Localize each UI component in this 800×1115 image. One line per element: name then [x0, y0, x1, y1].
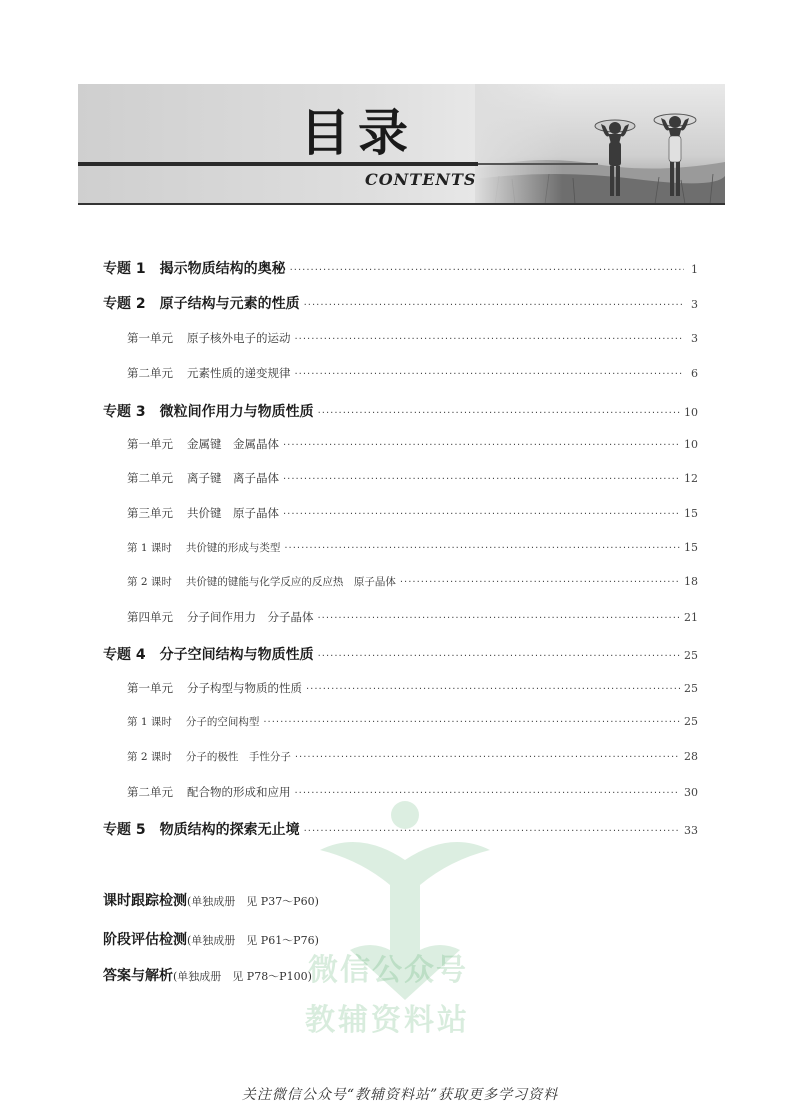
toc-title: 原子核外电子的运动	[187, 331, 291, 345]
toc-title: 物质结构的探索无止境	[159, 822, 300, 838]
title-rule-thin	[478, 163, 598, 165]
toc-page: 30	[684, 786, 698, 799]
leader-dots	[400, 577, 680, 588]
toc-entry[interactable]	[103, 680, 698, 696]
toc-number: 第 2 课时	[127, 576, 172, 588]
toc-page: 10	[684, 438, 698, 451]
leader-dots	[295, 369, 685, 380]
toc-entry[interactable]	[103, 365, 698, 381]
extra-note: (单独成册 见 P78～P100)	[173, 970, 312, 983]
leader-dots	[283, 440, 680, 451]
toc-number: 第一单元	[127, 437, 173, 451]
toc-page: 10	[684, 406, 698, 419]
toc-page: 25	[684, 682, 698, 695]
toc-entry[interactable]	[103, 470, 698, 486]
leader-dots	[306, 684, 680, 695]
extra-title: 阶段评估检测	[103, 932, 187, 948]
toc-entry[interactable]	[103, 574, 698, 589]
leader-dots	[283, 474, 680, 485]
title-rule	[78, 162, 478, 166]
toc-page: 25	[684, 715, 698, 728]
toc-number: 第一单元	[127, 681, 173, 695]
toc-page: 28	[684, 750, 698, 763]
leader-dots	[318, 408, 680, 419]
toc-title: 共价键的键能与化学反应的反应热 原子晶体	[185, 576, 396, 588]
extra-entry[interactable]	[103, 890, 319, 910]
toc-page: 15	[684, 507, 698, 520]
leader-dots	[284, 543, 680, 554]
footer-note: 关注微信公众号“教辅资料站”获取更多学习资料	[241, 1087, 559, 1103]
toc-title: 揭示物质结构的奥秘	[159, 261, 286, 277]
toc-title: 配合物的形成和应用	[187, 785, 291, 799]
extra-title: 答案与解析	[103, 968, 173, 984]
toc-number: 第 1 课时	[127, 542, 172, 554]
toc-title: 微粒间作用力与物质性质	[159, 404, 314, 420]
toc-page: 3	[691, 298, 698, 311]
page-title: 目录	[300, 104, 416, 162]
toc-title: 分子构型与物质的性质	[187, 681, 302, 695]
toc-page: 12	[684, 472, 698, 485]
header-banner	[78, 84, 725, 204]
banner-photo	[475, 84, 725, 204]
toc-entry[interactable]	[103, 540, 698, 555]
toc-number: 第三单元	[127, 506, 173, 520]
toc-title: 共价键 原子晶体	[187, 506, 279, 520]
watermark-text: 微信公众号	[308, 953, 468, 988]
toc-title: 元素性质的递变规律	[187, 366, 291, 380]
toc-entry[interactable]	[103, 436, 698, 452]
leader-dots	[295, 334, 685, 345]
toc-number: 第二单元	[127, 366, 173, 380]
toc-number: 第一单元	[127, 331, 173, 345]
toc-entry[interactable]	[103, 749, 698, 764]
toc-title: 分子空间结构与物质性质	[159, 647, 314, 663]
toc-page: 21	[684, 611, 698, 624]
toc-title: 分子的空间构型	[185, 716, 260, 728]
toc-page: 33	[684, 824, 698, 837]
toc-entry[interactable]	[103, 330, 698, 346]
toc-number: 第 2 课时	[127, 751, 172, 763]
toc-number: 第四单元	[127, 610, 173, 624]
toc-title: 离子键 离子晶体	[187, 471, 279, 485]
toc-entry[interactable]	[103, 505, 698, 521]
leader-dots	[318, 651, 680, 662]
extra-title: 课时跟踪检测	[103, 893, 187, 909]
toc-entry[interactable]	[103, 401, 698, 421]
toc-number: 专题 4	[103, 647, 146, 663]
toc-title: 分子的极性 手性分子	[185, 751, 291, 763]
leader-dots	[295, 752, 680, 763]
toc-title: 分子间作用力 分子晶体	[187, 610, 314, 624]
toc-number: 专题 2	[103, 296, 146, 312]
toc-page: 25	[684, 649, 698, 662]
extra-entry[interactable]	[103, 965, 312, 985]
extra-note: (单独成册 见 P61～P76)	[187, 934, 319, 947]
contents-subtitle: CONTENTS	[365, 170, 477, 189]
toc-entry[interactable]	[103, 258, 698, 278]
toc-title: 金属键 金属晶体	[187, 437, 279, 451]
toc-page: 18	[684, 575, 698, 588]
toc-page: 15	[684, 541, 698, 554]
toc-entry[interactable]	[103, 293, 698, 313]
watermark-text: 教辅资料站	[305, 1003, 470, 1038]
banner-bottom-rule	[78, 203, 725, 205]
toc-title: 原子结构与元素的性质	[159, 296, 300, 312]
toc-entry[interactable]	[103, 609, 698, 625]
toc-title: 共价键的形成与类型	[185, 542, 281, 554]
toc-number: 第 1 课时	[127, 716, 172, 728]
leader-dots	[290, 265, 684, 276]
toc-number: 第二单元	[127, 785, 173, 799]
toc-page: 1	[691, 263, 698, 276]
extra-entry[interactable]	[103, 929, 319, 949]
toc-number: 第二单元	[127, 471, 173, 485]
toc-number: 专题 1	[103, 261, 146, 277]
leader-dots	[304, 300, 684, 311]
toc-page: 3	[691, 332, 698, 345]
leader-dots	[283, 509, 680, 520]
toc-number: 专题 5	[103, 822, 146, 838]
toc-entry[interactable]	[103, 644, 698, 664]
toc-number: 专题 3	[103, 404, 146, 420]
leader-dots	[263, 717, 680, 728]
extra-note: (单独成册 见 P37～P60)	[187, 895, 319, 908]
toc-page: 6	[691, 367, 698, 380]
leader-dots	[318, 613, 681, 624]
toc-entry[interactable]	[103, 714, 698, 729]
